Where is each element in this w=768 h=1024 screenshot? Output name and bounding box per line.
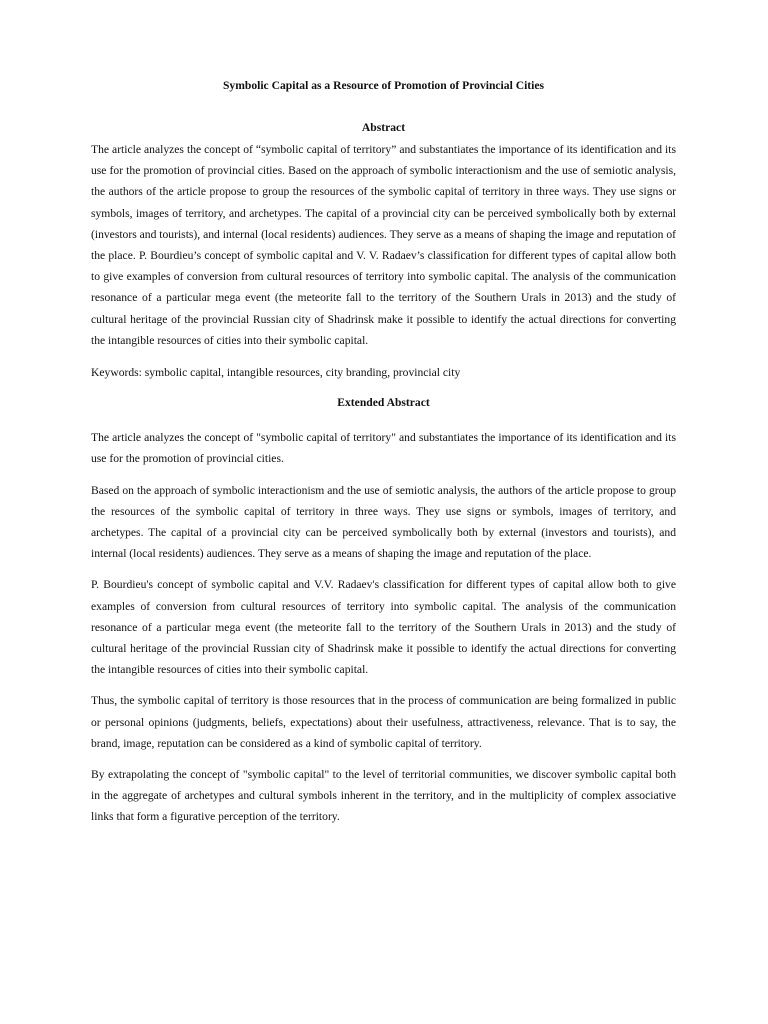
paper-title: Symbolic Capital as a Resource of Promotion of Provincial Cities <box>222 79 545 92</box>
extended-paragraph-4: Thus, the symbolic capital of territory is those resources that in the process of communication are being formalized in public or personal opinions (judgments, beliefs, expectations) about their usefulness, attractiveness, relevance. That is to say, the brand, image, reputation can be considered as a kind of symbolic capital of territory. <box>91 694 676 750</box>
abstract-text: The article analyzes the concept of “symbolic capital of territory” and substantiates the importance of its identification and its use for the promotion of provincial cities. Based on the approach of symbolic interactionism and the use of semiotic analysis, the authors of the article propose to group the resources of the symbolic capital of territory in three ways. They use signs or symbols, images of territory, and archetypes. The capital of a provincial city can be perceived symbolically both by external (investors and tourists), and internal (local residents) audiences. They serve as a means of shaping the image and reputation of the place. P. Bourdieu’s concept of symbolic capital and V. V. Radaev’s classification for different types of capital allow both to give examples of conversion from cultural resources of territory into symbolic capital. The analysis of the communication resonance of a particular mega event (the meteorite fall to the territory of the Southern Urals in 2013) and the study of cultural heritage of the provincial Russian city of Shadrinsk make it possible to identify the actual directions for converting the intangible resources of cities into their symbolic capital. <box>91 143 676 347</box>
document-page <box>91 78 676 838</box>
extended-abstract-heading: Extended Abstract <box>337 396 430 410</box>
keywords-line: Keywords: symbolic capital, intangible resources, city branding, provincial city <box>91 366 461 380</box>
extended-paragraph-1: The article analyzes the concept of "symbolic capital of territory" and substantiates the importance of its identification and its use for the promotion of provincial cities. <box>91 431 676 466</box>
extended-paragraph-2: Based on the approach of symbolic interactionism and the use of semiotic analysis, the authors of the article propose to group the resources of the symbolic capital of territory in three ways. They use signs or symbols, images of territory, and archetypes. The capital of a provincial city can be perceived symbolically both by external (investors and tourists), and internal (local residents) audiences. They serve as a means of shaping the image and reputation of the place. <box>91 483 676 561</box>
abstract-heading: Abstract <box>361 121 406 134</box>
extended-paragraph-3: P. Bourdieu's concept of symbolic capital and V.V. Radaev's classification for different types of capital allow both to give examples of conversion from cultural resources of territory into symbolic capital. The analysis of the communication resonance of a particular mega event (the meteorite fall to the territory of the Southern Urals in 2013) and the study of cultural heritage of the provincial Russian city of Shadrinsk make it possible to identify the actual directions for converting the intangible resources of cities into their symbolic capital. <box>91 578 676 677</box>
extended-paragraph-5: By extrapolating the concept of "symbolic capital" to the level of territorial communities, we discover symbolic capital both in the aggregate of archetypes and cultural symbols inherent in the territory, and in the multiplicity of complex associative links that form a figurative perception of the territory. <box>91 768 676 824</box>
